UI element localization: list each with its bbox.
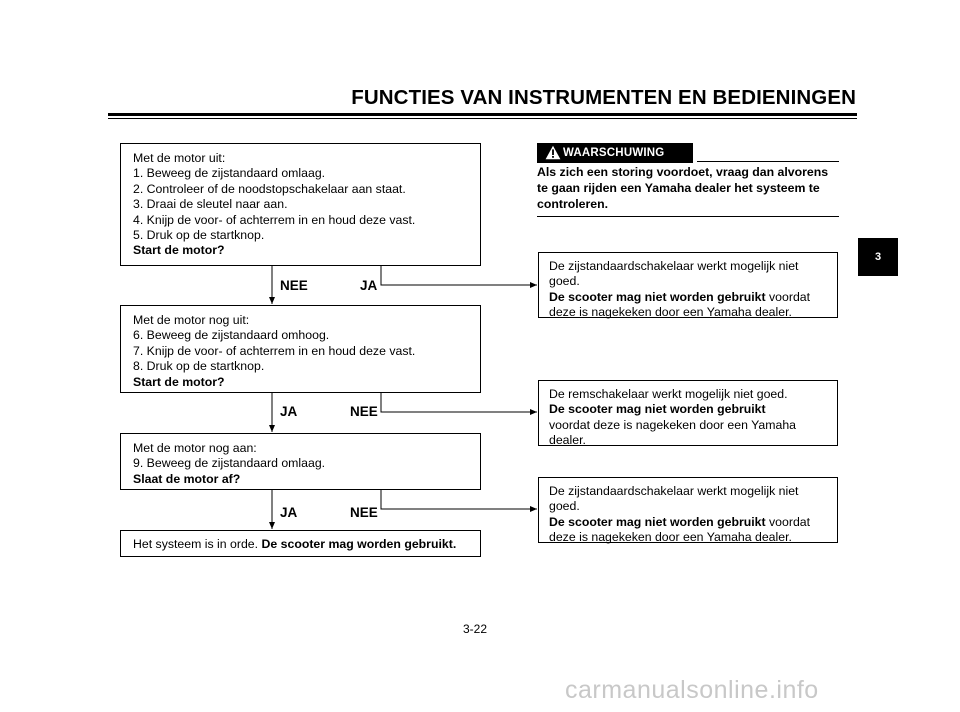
page-title: FUNCTIES VAN INSTRUMENTEN EN BEDIENINGEN [351,86,856,109]
step2-line: 7. Knijp de voor- of achterrem in en houd deze vast. [133,343,416,358]
result-box-3 [538,477,838,543]
arrow-step2-to-result2 [381,393,537,412]
step1-line: 4. Knijp de voor- of achterrem in en houd deze vast. [133,212,416,227]
result3-line: goed. [549,499,580,514]
result1-bold: De scooter mag niet worden gebruikt [549,289,766,304]
final-bold: De scooter mag worden gebruikt. [261,537,457,551]
warning-text [537,165,837,212]
step1-line: 1. Beweeg de zijstandaard omlaag. [133,166,326,181]
step2-line: 6. Beweeg de zijstandaard omhoog. [133,328,330,343]
result2-line: De remschakelaar werkt mogelijk niet goed. [549,387,788,401]
step3-question: Slaat de motor af? [133,471,241,486]
step2-branch-down-label: JA [280,404,298,419]
warning-badge [537,143,693,163]
warning-triangle-icon [545,145,561,160]
result1-line: deze is nagekeken door een Yamaha dealer. [549,305,792,320]
step3-line: Met de motor nog aan: [133,441,257,455]
arrow-step1-to-result1 [381,266,537,285]
step1-branch-down-label: NEE [280,278,308,293]
step2-question: Start de motor? [133,374,225,389]
step3-branch-down-label: JA [280,505,298,520]
step1-branch-right-label: JA [360,278,378,293]
result3-line: De zijstandaardschakelaar werkt mogelijk niet [549,484,799,498]
step3-branch-right-label: NEE [350,505,378,520]
header-rule [108,113,857,116]
page-number: 3-22 [463,622,488,636]
warning-label: WAARSCHUWING [563,147,665,159]
result2-line: dealer. [549,433,586,448]
step3-line: 9. Beweeg de zijstandaard omlaag. [133,456,326,471]
step2-line: Met de motor nog uit: [133,313,250,327]
result3-bold: De scooter mag niet worden gebruikt [549,514,766,529]
result2-line: voordat deze is nagekeken door een Yamaha [549,417,797,432]
warning-top-rule [697,161,839,162]
final-text: Het systeem is in orde. [133,537,259,551]
warning-block [537,143,839,217]
result1-after-bold: voordat [765,289,811,304]
warning-line: te gaan rijden een Yamaha dealer het systeem te [537,180,820,195]
watermark: carmanualsonline.info [565,676,819,704]
warning-line: controleren. [537,196,609,211]
result-box-2 [538,380,838,446]
result3-after-bold: voordat [765,514,811,529]
step1-line: 5. Druk op de startknop. [133,228,265,243]
step2-branch-right-label: NEE [350,404,378,419]
step1-line: 3. Draai de sleutel naar aan. [133,197,288,212]
step1-line: Met de motor uit: [133,151,226,165]
flow-step-2 [120,305,481,393]
arrow-step3-to-result3 [381,490,537,509]
flow-step-1 [120,143,481,266]
warning-bottom-rule [537,216,839,217]
step1-line: 2. Controleer of de noodstopschakelaar aan staat. [133,181,406,196]
step2-line: 8. Druk op de startknop. [133,359,265,374]
step1-question: Start de motor? [133,243,225,258]
result-box-1 [538,252,838,318]
flow-step-3 [120,433,481,490]
warning-line: Als zich een storing voordoet, vraag dan alvorens [537,165,829,179]
flow-final [120,530,481,557]
result1-line: goed. [549,274,580,289]
result3-line: deze is nagekeken door een Yamaha dealer. [549,530,792,545]
chapter-tab: 3 [858,238,898,276]
header-rule-thin [108,118,857,119]
result1-line: De zijstandaardschakelaar werkt mogelijk niet [549,259,799,273]
result2-bold: De scooter mag niet worden gebruikt [549,402,766,417]
